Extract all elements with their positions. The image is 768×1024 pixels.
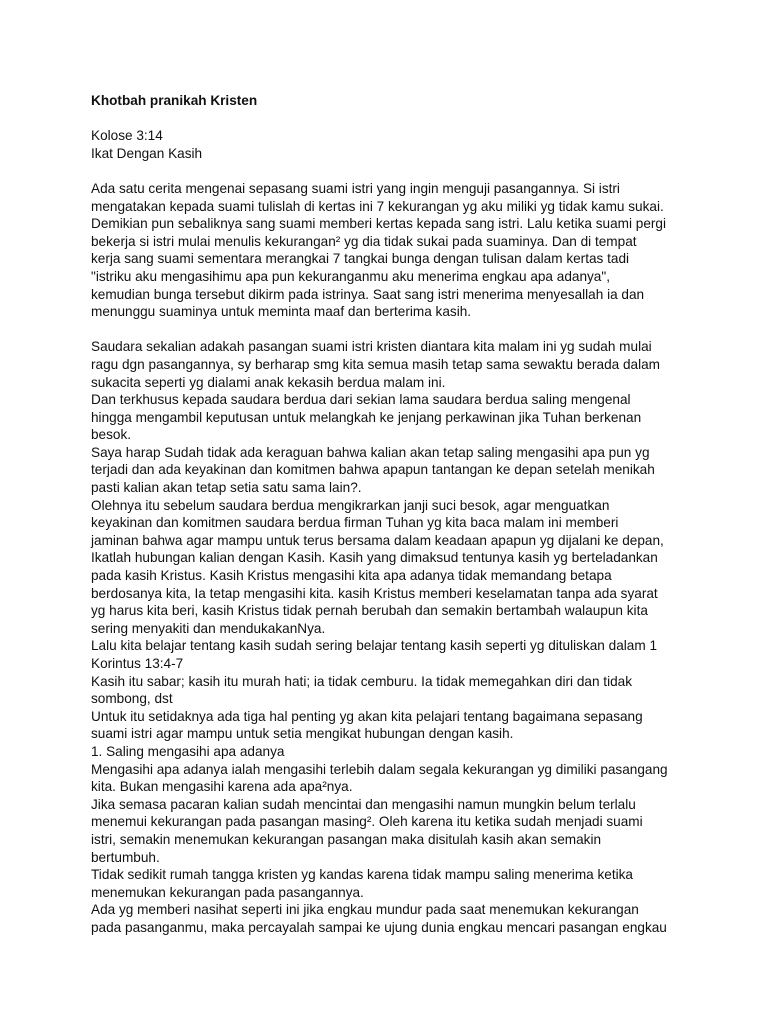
paragraph-line: Mengasihi apa adanya ialah mengasihi terlebih dalam segala kekurangan yg dimiliki pasangang bbox=[91, 761, 668, 777]
paragraph-line: mengatakan kepada suami tulislah di kertas ini 7 kekurangan yg aku miliki yg tidak kamu sukai. bbox=[91, 198, 664, 214]
paragraph-line: sering menyakiti dan mendukakanNya. bbox=[91, 620, 326, 636]
story-paragraph bbox=[91, 180, 731, 321]
paragraph-line: Korintus 13:4-7 bbox=[91, 656, 184, 671]
paragraph-line: Untuk itu setidaknya ada tiga hal penting yg akan kita pelajari tentang bagaimana sepasang bbox=[91, 708, 643, 724]
scripture-reference bbox=[91, 127, 731, 162]
sermon-body bbox=[91, 338, 731, 936]
paragraph-line: kita. Bukan mengasihi karena ada apa²nya. bbox=[91, 779, 353, 795]
paragraph-line: bertumbuh. bbox=[91, 849, 160, 865]
paragraph-line: menemui kekurangan pada pasangan masing². Oleh karena itu ketika sudah menjadi suami bbox=[91, 814, 643, 830]
paragraph-line: Dan terkhusus kepada saudara berdua dari sekian lama saudara berdua saling mengenal bbox=[91, 392, 631, 408]
reference-line: Kolose 3:14 bbox=[91, 128, 163, 144]
paragraph-line: suami istri agar mampu untuk setia mengikat hubungan dengan kasih. bbox=[91, 726, 514, 742]
paragraph-line: istri, semakin menemukan kekurangan pasangan maka disitulah kasih akan semakin bbox=[91, 831, 602, 847]
reference-subtitle-line: Ikat Dengan Kasih bbox=[91, 145, 203, 161]
paragraph-line: Kasih itu sabar; kasih itu murah hati; ia tidak cemburu. Ia tidak memegahkan diri dan tidak bbox=[91, 673, 633, 689]
paragraph-line: Tidak sedikit rumah tangga kristen yg kandas karena tidak mampu saling menerima ketika bbox=[91, 867, 633, 883]
paragraph-line: Ikatlah hubungan kalian dengan Kasih. Kasih yang dimaksud tentunya kasih yg berteladankan bbox=[91, 550, 658, 566]
paragraph-line: menunggu suaminya untuk meminta maaf dan berterima kasih. bbox=[91, 304, 472, 320]
paragraph-line: hingga mengambil keputusan untuk melangkah ke jenjang perkawinan jika Tuhan berkenan bbox=[91, 409, 642, 425]
paragraph-line: Ada satu cerita mengenai sepasang suami istri yang ingin menguji pasangannya. Si istri bbox=[91, 180, 620, 196]
paragraph-line: sombong, dst bbox=[91, 691, 173, 707]
paragraph-line: Jika semasa pacaran kalian sudah mencintai dan mengasihi namun mungkin belum terlalu bbox=[91, 796, 636, 812]
paragraph-line: jaminan bahwa agar mampu untuk terus bersama dalam keadaan apapun yg dijalani ke depan, bbox=[91, 532, 664, 548]
paragraph-line: kerja sang suami sementara merangkai 7 tangkai bunga dengan tulisan dalam kertas tadi bbox=[91, 251, 630, 267]
paragraph-line: yg harus kita beri, kasih Kristus tidak pernah berubah dan semakin bertambah walaupun kita bbox=[91, 603, 648, 619]
paragraph-line: sukacita seperti yg dialami anak kekasih berdua malam ini. bbox=[91, 374, 446, 390]
paragraph-line: bekerja si istri mulai menulis kekurangan² yg dia tidak sukai pada suaminya. Dan di tempat bbox=[91, 233, 637, 249]
paragraph-line: 1. Saling mengasihi apa adanya bbox=[91, 743, 285, 759]
paragraph-line: ragu dgn pasangannya, sy berharap smg kita semua masih tetap sama sewaktu berada dalam bbox=[91, 356, 660, 372]
paragraph-line: pada kasih Kristus. Kasih Kristus mengasihi kita apa adanya tidak memandang betapa bbox=[91, 568, 612, 584]
paragraph-line: Saya harap Sudah tidak ada keraguan bahwa kalian akan tetap saling mengasihi apa pun yg bbox=[91, 444, 650, 460]
paragraph-line: pada pasanganmu, maka percayalah sampai ke ujung dunia engkau mencari pasangan engkau bbox=[91, 919, 667, 935]
document-title: Khotbah pranikah Kristen bbox=[91, 93, 258, 108]
paragraph-line: kemudian bunga tersebut dikirm pada istrinya. Saat sang istri menerima menyesallah ia dan bbox=[91, 286, 645, 302]
paragraph-line: Ada yg memberi nasihat seperti ini jika engkau mundur pada saat menemukan kekurangan bbox=[91, 902, 639, 918]
paragraph-line: Olehnya itu sebelum saudara berdua mengikrarkan janji suci besok, agar menguatkan bbox=[91, 497, 610, 513]
paragraph-line: keyakinan dan komitmen saudara berdua firman Tuhan yg kita baca malam ini memberi bbox=[91, 515, 619, 531]
paragraph-line: menemukan kekurangan pada pasangannya. bbox=[91, 884, 364, 900]
paragraph-line: pasti kalian akan tetap setia satu sama lain?. bbox=[91, 480, 362, 496]
paragraph-line: Demikian pun sebaliknya sang suami memberi kertas kepada sang istri. Lalu ketika suami pergi bbox=[91, 216, 666, 232]
paragraph-line: Lalu kita belajar tentang kasih sudah sering belajar tentang kasih seperti yg dituliskan dalam 1 bbox=[91, 638, 657, 654]
paragraph-line: besok. bbox=[91, 427, 132, 443]
paragraph-line: "istriku aku mengasihimu apa pun kekuranganmu aku menerima engkau apa adanya", bbox=[91, 268, 610, 284]
paragraph-line: Saudara sekalian adakah pasangan suami istri kristen diantara kita malam ini yg sudah mulai bbox=[91, 339, 652, 355]
document-content bbox=[91, 92, 731, 937]
paragraph-line: berdosanya kita, Ia tetap mengasihi kita. kasih Kristus memberi keselamatan tanpa ada syarat bbox=[91, 585, 658, 601]
paragraph-line: terjadi dan ada keyakinan dan komitmen bahwa apapun tantangan ke depan setelah menikah bbox=[91, 462, 655, 478]
